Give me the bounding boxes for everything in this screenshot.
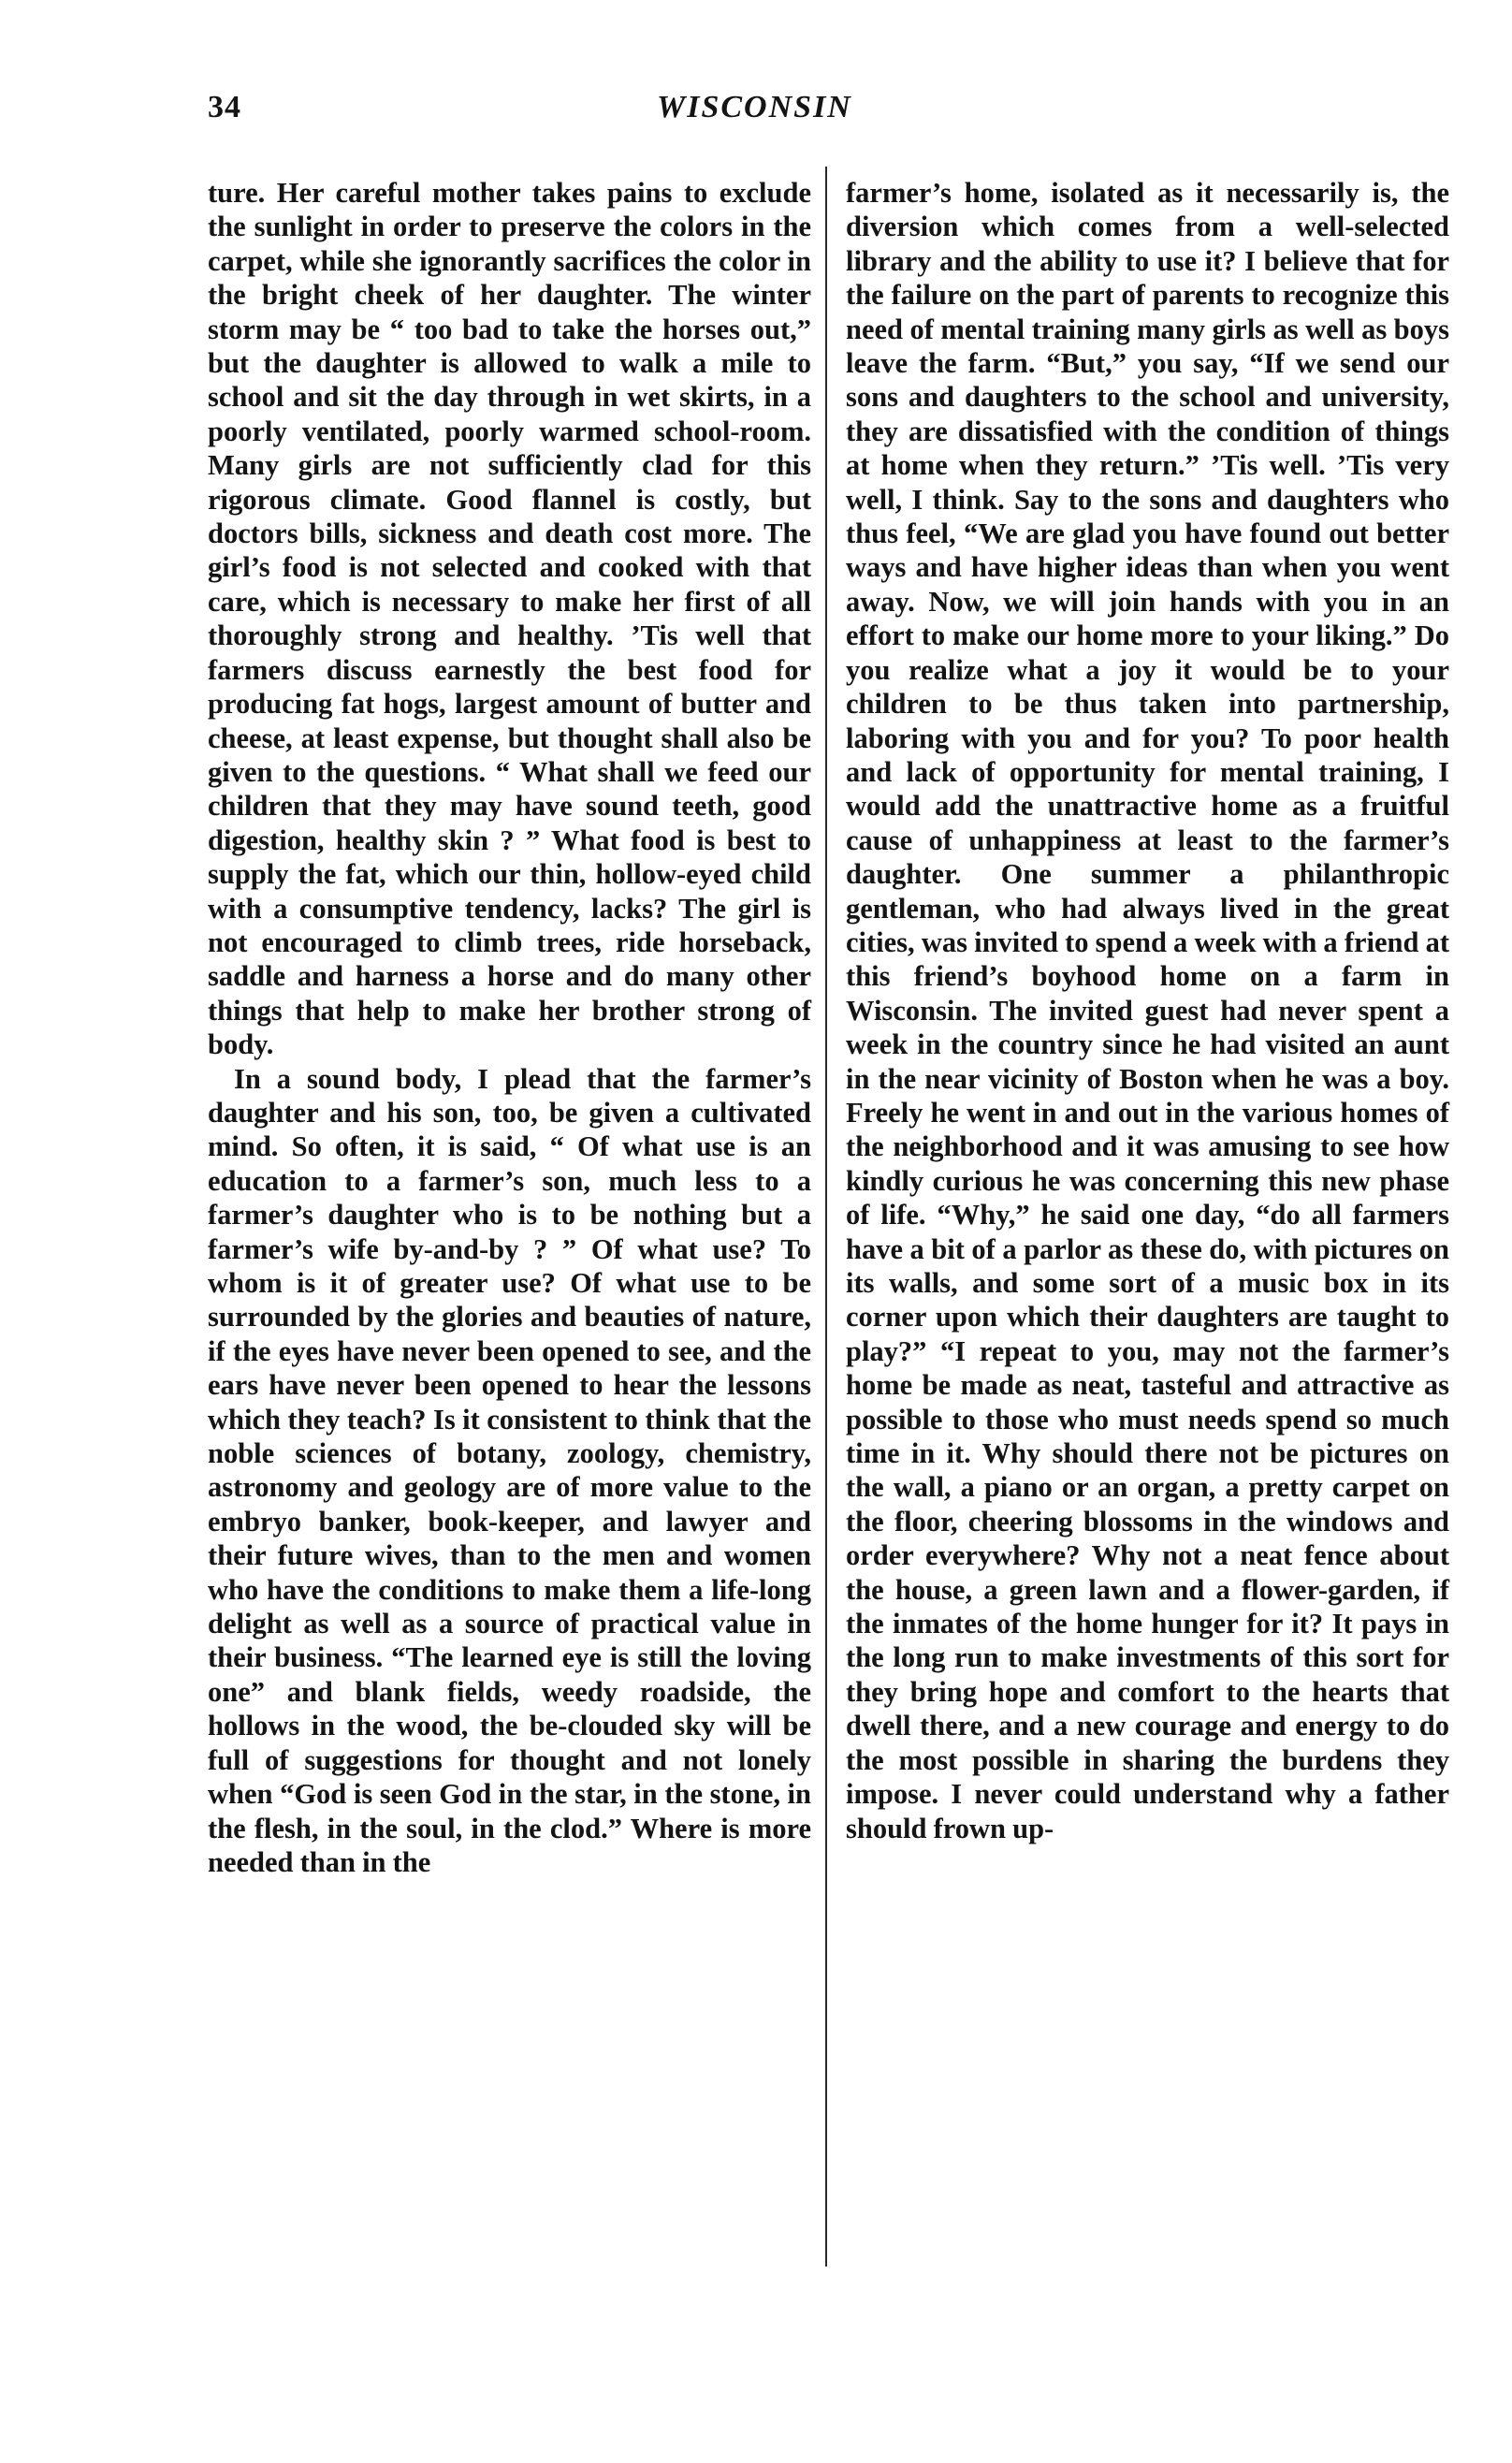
running-title: WISCONSIN bbox=[657, 90, 852, 124]
page-header bbox=[208, 90, 1443, 137]
right-column bbox=[846, 176, 1449, 1845]
paragraph: farmer’s home, isolated as it necessarily is, the diversion which comes from a well-selected library and the ability to use it? I believe that for the failure on the part of parents to recognize this need of mental training many girls as well as boys leave the farm. “But,” you say, “If we send our sons and daughters to the school and university, they are dissatisfied with the condition of things at home when they return.” ’Tis well. ’Tis very well, I think. Say to the sons and daughters who thus feel, “We are glad you have found out better ways and have higher ideas than when you went away. Now, we will join hands with you in an effort to make our home more to your liking.” Do you realize what a joy it would be to your children to be thus taken into partnership, laboring with you and for you? To poor health and lack of opportunity for mental training, I would add the unattractive home as a fruitful cause of unhappiness at least to the farmer’s daughter. One summer a philanthropic gentleman, who had always lived in the great cities, was invited to spend a week with a friend at this friend’s boyhood home on a farm in Wisconsin. The invited guest had never spent a week in the country since he had visited an aunt in the near vicinity of Boston when he was a boy. Freely he went in and out in the various homes of the neighborhood and it was amusing to see how kindly curious he was concerning this new phase of life. “Why,” he said one day, “do all farmers have a bit of a parlor as these do, with pictures on its walls, and some sort of a music box in its corner upon which their daughters are taught to play?” “I repeat to you, may not the farmer’s home be made as neat, tasteful and attractive as possible to those who must needs spend so much time in it. Why should there not be pictures on the wall, a piano or an organ, a pretty carpet on the floor, cheering blossoms in the windows and order everywhere? Why not a neat fence about the house, a green lawn and a flower-garden, if the inmates of the home hunger for it? It pays in the long run to make investments of this sort for they bring hope and comfort to the hearts that dwell there, and a new courage and energy to do the most possible in sharing the burdens they impose. I never could understand why a father should frown up- bbox=[846, 177, 1449, 1844]
left-column bbox=[208, 176, 811, 1879]
paragraph: ture. Her careful mother takes pains to exclude the sunlight in order to preserve the colors in the carpet, while she ignorantly sacrifices the color in the bright cheek of her daughter. The winter storm may be “ too bad to take the horses out,” but the daughter is allowed to walk a mile to school and sit the day through in wet skirts, in a poorly ventilated, poorly warmed school-room. Many girls are not sufficiently clad for this rigorous climate. Good flannel is costly, but doctors bills, sickness and death cost more. The girl’s food is not selected and cooked with that care, which is necessary to make her first of all thoroughly strong and healthy. ’Tis well that farmers discuss earnestly the best food for producing fat hogs, largest amount of butter and cheese, at least expense, but thought shall also be given to the questions. “ What shall we feed our children that they may have sound teeth, good digestion, healthy skin ? ” What food is best to supply the fat, which our thin, hollow-eyed child with a consumptive tendency, lacks? The girl is not encouraged to climb trees, ride horseback, saddle and harness a horse and do many other things that help to make her brother strong of body. bbox=[208, 177, 811, 1061]
column-divider bbox=[825, 167, 827, 2266]
page-number: 34 bbox=[208, 90, 241, 124]
paragraph: In a sound body, I plead that the farmer’s daughter and his son, too, be given a cultivated mind. So often, it is said, “ Of what use is an education to a farmer’s son, much less to a farmer’s daughter who is to be nothing but a farmer’s wife by-and-by ? ” Of what use? To whom is it of greater use? Of what use to be surrounded by the glories and beauties of nature, if the eyes have never been opened to see, and the ears have never been opened to hear the lessons which they teach? Is it consistent to think that the noble sciences of botany, zoology, chemistry, astronomy and geology are of more value to the embryo banker, book-keeper, and lawyer and their future wives, than to the men and women who have the conditions to make them a life-long delight as well as a source of practical value in their business. “The learned eye is still the loving one” and blank fields, weedy roadside, the hollows in the wood, the be-clouded sky will be full of suggestions for thought and not lonely when “God is seen God in the star, in the stone, in the flesh, in the soul, in the clod.” Where is more needed than in the bbox=[208, 1062, 811, 1878]
